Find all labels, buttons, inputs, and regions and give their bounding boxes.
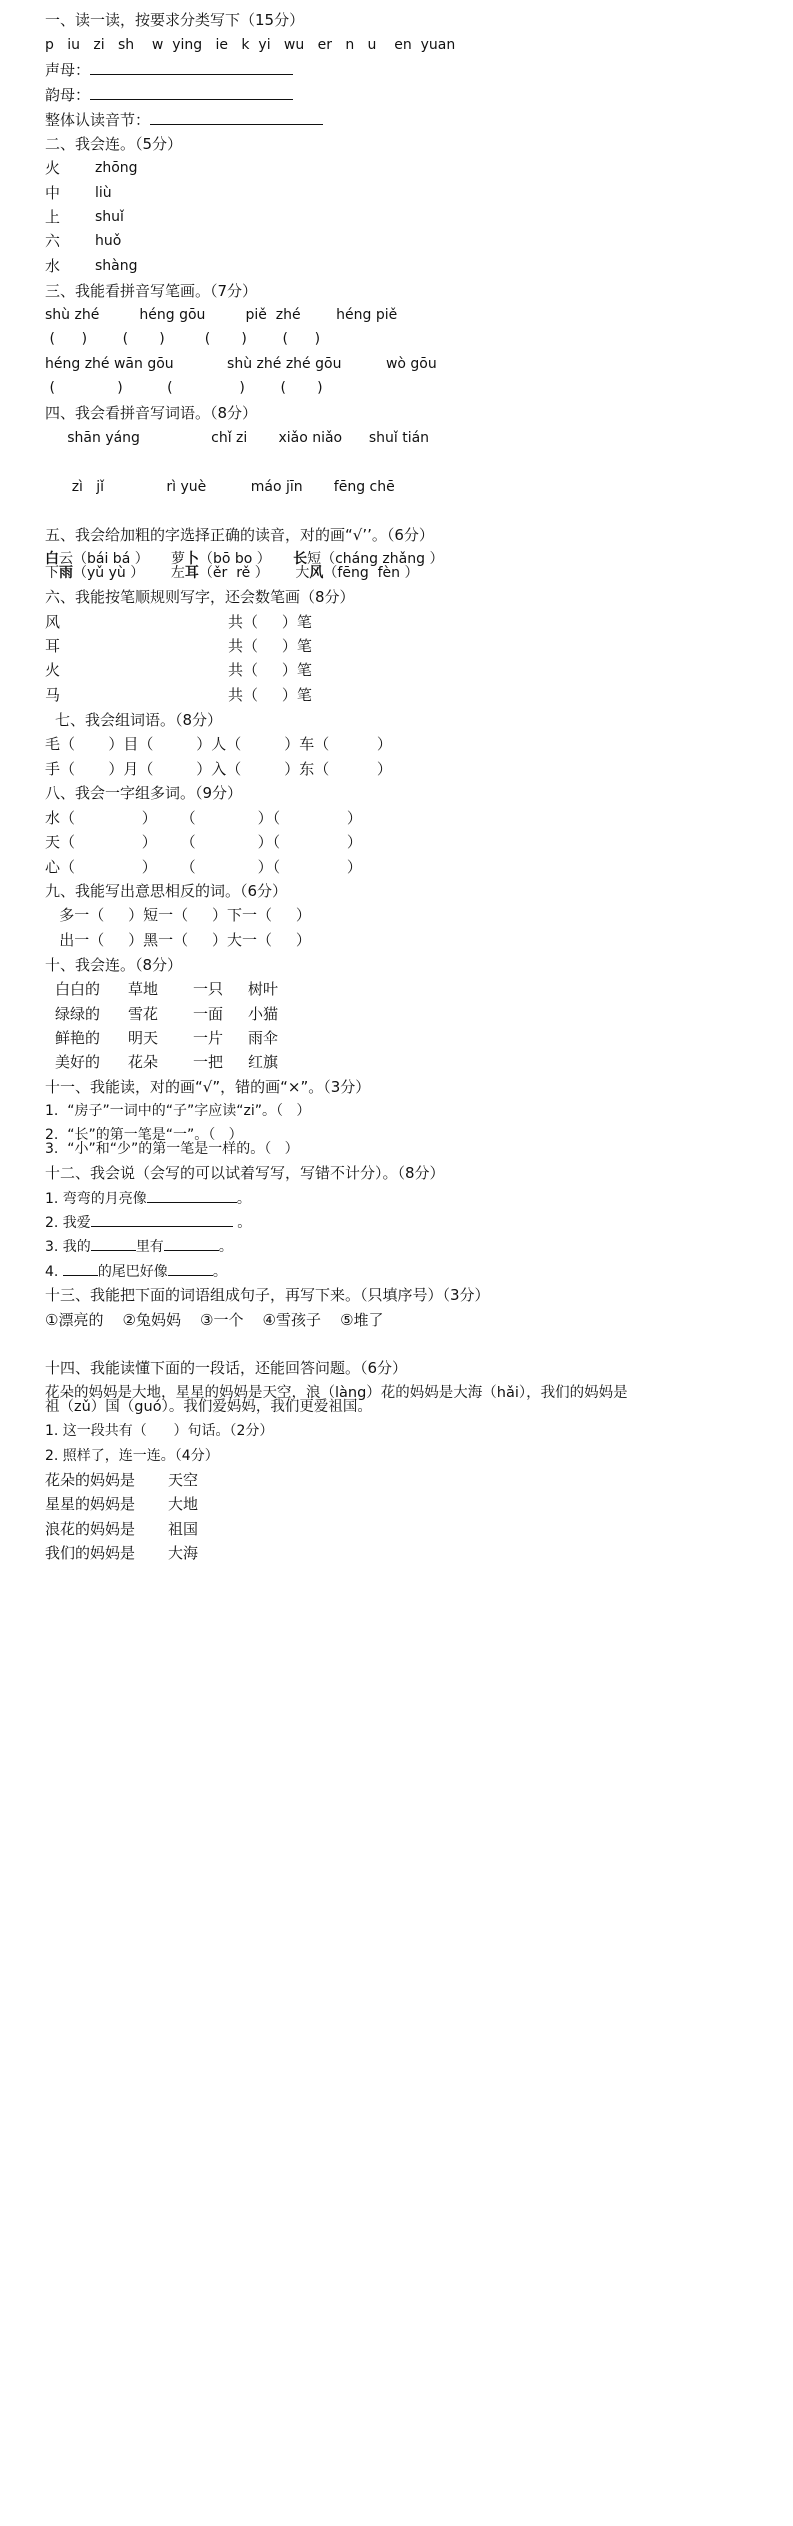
sentence-prompt: 3. 我的 xyxy=(45,1239,91,1255)
stroke-char: 风 xyxy=(45,613,61,631)
reading-option[interactable]: 云（bái bá ） xyxy=(59,551,149,567)
section-10-title: 十、我会连。（8分） xyxy=(45,956,183,974)
section-12-title: 十二、我会说（会写的可以试着写写，写错不计分）。（8分） xyxy=(45,1164,445,1182)
multi-word-row[interactable]: 水（ ） （ ）（ ） xyxy=(45,809,362,827)
word-pinyin-row: shān yáng chǐ zi xiǎo niǎo shuǐ tián xyxy=(45,430,430,446)
section-14-title: 十四、我能读懂下面的一段话，还能回答问题。（6分） xyxy=(45,1359,408,1377)
pair-right: 天空 xyxy=(168,1471,199,1489)
sentence-prompt: 1. 弯弯的月亮像 xyxy=(45,1191,147,1207)
antonym-row[interactable]: 出一（ ）黑一（ ）大一（ ） xyxy=(45,931,311,949)
sentence-end: 。 xyxy=(237,1215,252,1231)
yunmu-row xyxy=(45,85,293,105)
shengmu-answer-line[interactable] xyxy=(90,60,293,75)
match-char: 中 xyxy=(45,184,61,202)
section-4-title: 四、我会看拼音写词语。（8分） xyxy=(45,404,258,422)
match-word: 小猫 xyxy=(248,1005,279,1023)
plain-char: 萝 xyxy=(171,551,185,567)
pair-left: 星星的妈妈是 xyxy=(45,1495,136,1513)
sentence-blank[interactable] xyxy=(91,1236,136,1251)
sentence-blank[interactable] xyxy=(164,1236,219,1251)
shengmu-label: 声母： xyxy=(45,61,91,79)
sentence-blank[interactable] xyxy=(63,1261,98,1276)
match-char: 水 xyxy=(45,257,61,275)
sentence-blank[interactable] xyxy=(91,1212,233,1227)
match-word: 绿绿的 xyxy=(55,1005,101,1023)
reading-option[interactable]: （ěr rě ） xyxy=(198,565,269,581)
zhengti-row xyxy=(45,110,323,130)
shengmu-row xyxy=(45,60,293,80)
stroke-count[interactable]: 共（ ）笔 xyxy=(228,613,312,631)
stroke-char: 马 xyxy=(45,686,61,704)
reading-option[interactable]: （yǔ yù ） xyxy=(73,565,145,581)
bold-char: 耳 xyxy=(184,565,199,581)
pair-right: 祖国 xyxy=(168,1520,199,1538)
reading-row xyxy=(45,563,418,583)
sentence-blank[interactable] xyxy=(147,1188,237,1203)
bold-char: 风 xyxy=(309,565,324,581)
sentence-end: 。 xyxy=(212,1264,227,1280)
sentence-word-list: ①漂亮的 ②兔妈妈 ③一个 ④雪孩子 ⑤堆了 xyxy=(45,1311,384,1329)
sentence-row xyxy=(45,1236,233,1257)
multi-word-row[interactable]: 天（ ） （ ）（ ） xyxy=(45,833,362,851)
stroke-pinyin-row: shù zhé héng gōu piě zhé héng piě xyxy=(45,307,398,323)
sentence-prompt: 2. 我爱 xyxy=(45,1215,91,1231)
bold-char: 长 xyxy=(293,551,308,567)
match-word: 白白的 xyxy=(55,980,101,998)
match-pinyin: zhōng xyxy=(95,160,138,176)
match-word: 一只 xyxy=(193,980,224,998)
yunmu-answer-line[interactable] xyxy=(90,85,293,100)
compound-row[interactable]: 毛（ ）目（ ）人（ ）车（ ） xyxy=(45,735,392,753)
stroke-count[interactable]: 共（ ）笔 xyxy=(228,686,312,704)
stroke-answer-row[interactable]: ( ) ( ) ( ) xyxy=(45,380,323,396)
section-13-title: 十三、我能把下面的词语组成句子，再写下来。（只填序号）（3分） xyxy=(45,1286,490,1304)
bold-char: 雨 xyxy=(59,565,73,581)
section-9-title: 九、我能写出意思相反的词。（6分） xyxy=(45,882,288,900)
section-2-title: 二、我会连。（5分） xyxy=(45,135,183,153)
zhengti-label: 整体认读音节： xyxy=(45,111,151,129)
match-word: 明天 xyxy=(128,1029,159,1047)
section-8-title: 八、我会一字组多词。（9分） xyxy=(45,784,243,802)
match-pinyin: liù xyxy=(95,185,112,201)
match-char: 上 xyxy=(45,208,61,226)
bold-char: 卜 xyxy=(185,551,199,567)
pair-left: 花朵的妈妈是 xyxy=(45,1471,136,1489)
section-11-title: 十一、我能读，对的画“√”，错的画“×”。（3分） xyxy=(45,1078,371,1096)
sentence-end: 。 xyxy=(218,1239,233,1255)
section-3-title: 三、我能看拼音写笔画。（7分） xyxy=(45,282,258,300)
match-pinyin: shàng xyxy=(95,258,138,274)
true-false-question[interactable]: 2. “长”的第一笔是“一”。（ ） xyxy=(45,1127,243,1143)
section-7-title: 七、我会组词语。（8分） xyxy=(55,711,223,729)
match-char: 六 xyxy=(45,232,61,250)
passage-question: 2. 照样了，连一连。（4分） xyxy=(45,1448,219,1464)
bold-char: 白 xyxy=(45,551,59,567)
match-word: 雪花 xyxy=(128,1005,159,1023)
section-1-title: 一、读一读，按要求分类写下（15分） xyxy=(45,11,305,29)
sentence-row xyxy=(45,1212,251,1233)
stroke-answer-row[interactable]: ( ) ( ) ( ) ( ) xyxy=(45,331,321,347)
match-word: 花朵 xyxy=(128,1053,159,1071)
reading-passage-line: 祖（zǔ）国（guó）。我们爱妈妈，我们更爱祖国。 xyxy=(45,1399,372,1415)
pair-left: 浪花的妈妈是 xyxy=(45,1520,136,1538)
yunmu-label: 韵母： xyxy=(45,86,91,104)
sentence-row xyxy=(45,1261,227,1282)
pair-left: 我们的妈妈是 xyxy=(45,1544,136,1562)
syllable-list: p iu zi sh w ying ie k yi wu er n u en yuan xyxy=(45,37,456,53)
sentence-prompt: 4. xyxy=(45,1264,63,1280)
match-word: 草地 xyxy=(128,980,159,998)
stroke-count[interactable]: 共（ ）笔 xyxy=(228,637,312,655)
stroke-pinyin-row: héng zhé wān gōu shù zhé zhé gōu wò gōu xyxy=(45,356,437,372)
match-word: 一片 xyxy=(193,1029,224,1047)
true-false-question[interactable]: 3. “小”和“少”的第一笔是一样的。（ ） xyxy=(45,1141,299,1157)
sentence-row xyxy=(45,1188,251,1209)
pair-right: 大海 xyxy=(168,1544,199,1562)
reading-passage-line: 花朵的妈妈是大地，星星的妈妈是天空，浪（làng）花的妈妈是大海（hǎi），我们的妈妈是 xyxy=(45,1385,628,1401)
reading-option[interactable]: 短（cháng zhǎng ） xyxy=(307,551,444,567)
sentence-blank[interactable] xyxy=(168,1261,213,1276)
passage-question[interactable]: 1. 这一段共有（ ）句话。（2分） xyxy=(45,1423,274,1439)
match-pinyin: shuǐ xyxy=(95,209,124,225)
sentence-middle: 里有 xyxy=(135,1239,164,1255)
sentence-middle: 的尾巴好像 xyxy=(97,1264,168,1280)
pair-right: 大地 xyxy=(168,1495,199,1513)
match-word: 美好的 xyxy=(55,1053,101,1071)
section-6-title: 六、我能按笔顺规则写字，还会数笔画（8分） xyxy=(45,588,355,606)
sentence-end: 。 xyxy=(236,1191,251,1207)
zhengti-answer-line[interactable] xyxy=(150,110,323,125)
stroke-char: 火 xyxy=(45,661,61,679)
compound-row[interactable]: 手（ ）月（ ）入（ ）东（ ） xyxy=(45,760,392,778)
section-5-title: 五、我会给加粗的字选择正确的读音，对的画“√’’。（6分） xyxy=(45,526,434,544)
stroke-count[interactable]: 共（ ）笔 xyxy=(228,661,312,679)
match-word: 红旗 xyxy=(248,1053,279,1071)
multi-word-row[interactable]: 心（ ） （ ）（ ） xyxy=(45,858,362,876)
true-false-question[interactable]: 1. “房子”一词中的“子”字应读“zi”。（ ） xyxy=(45,1103,311,1119)
match-word: 一把 xyxy=(193,1053,224,1071)
match-word: 树叶 xyxy=(248,980,279,998)
antonym-row[interactable]: 多一（ ）短一（ ）下一（ ） xyxy=(45,906,311,924)
reading-option[interactable]: （fēng fèn ） xyxy=(323,565,419,581)
word-pinyin-row: zì jǐ rì yuè máo jīn fēng chē xyxy=(45,479,395,495)
reading-option[interactable]: （bō bo ） xyxy=(199,551,271,567)
plain-char: 左 xyxy=(170,565,185,581)
match-word: 雨伞 xyxy=(248,1029,279,1047)
plain-char: 大 xyxy=(295,565,310,581)
stroke-char: 耳 xyxy=(45,637,61,655)
match-word: 鲜艳的 xyxy=(55,1029,101,1047)
match-word: 一面 xyxy=(193,1005,224,1023)
match-pinyin: huǒ xyxy=(95,233,122,249)
plain-char: 下 xyxy=(45,565,59,581)
match-char: 火 xyxy=(45,159,61,177)
